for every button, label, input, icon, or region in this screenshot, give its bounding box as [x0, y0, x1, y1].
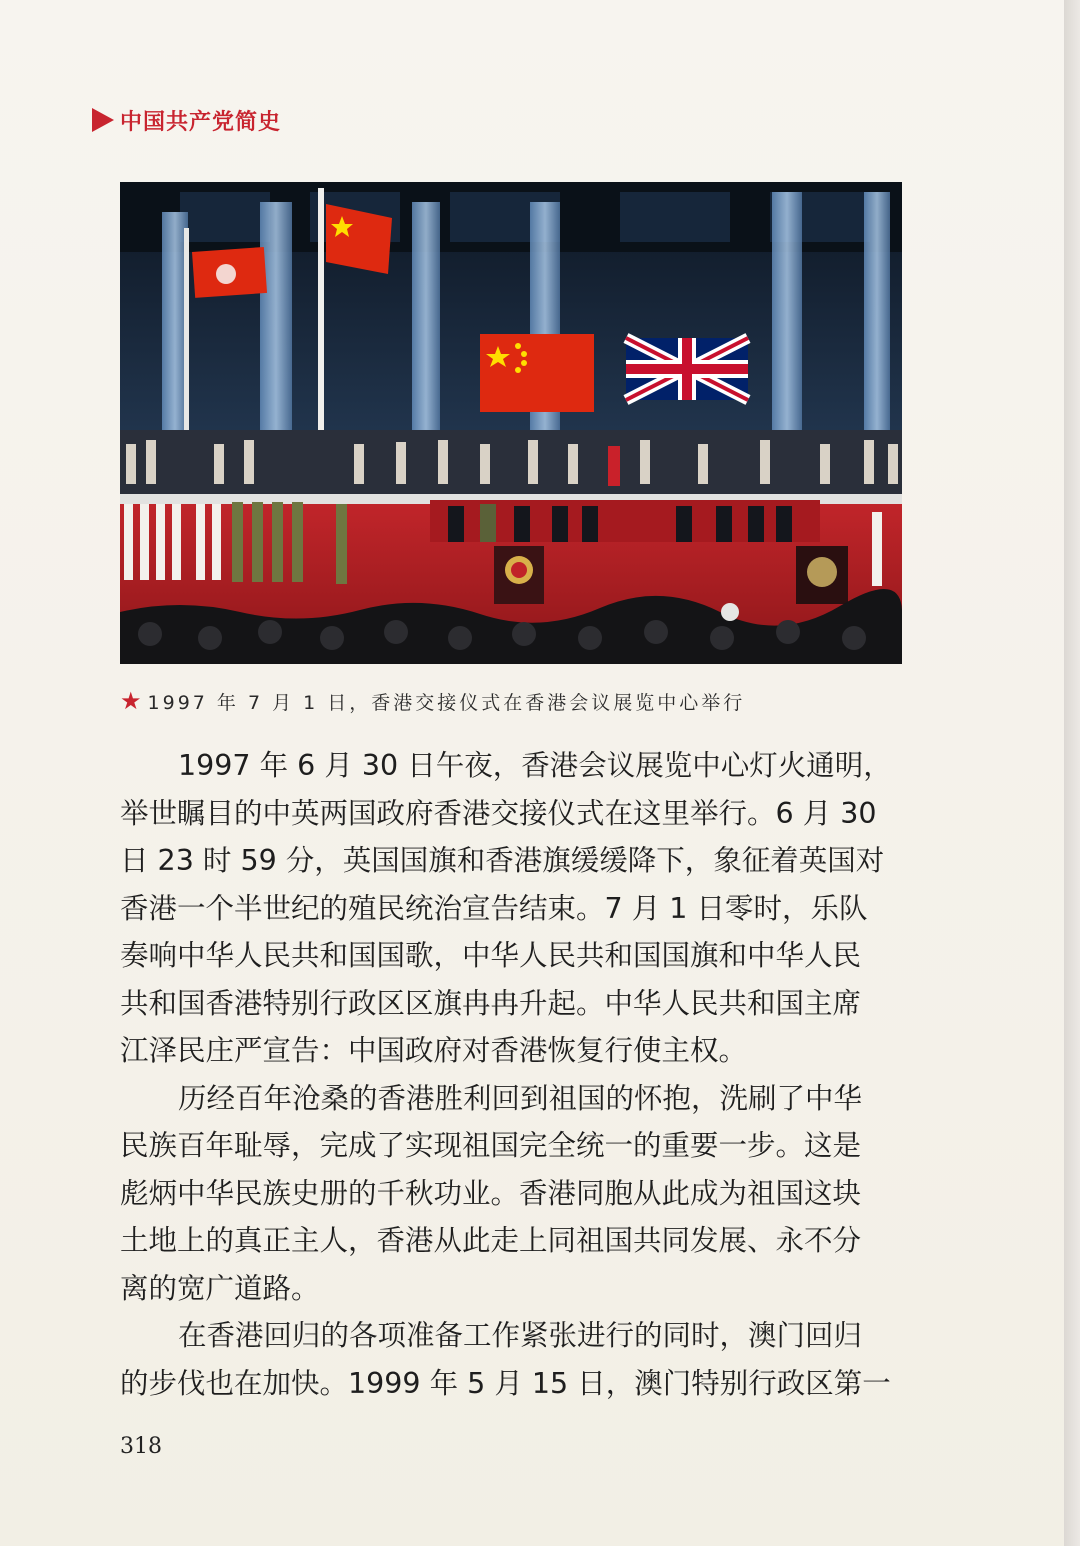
- photo-caption: [120, 686, 745, 716]
- page-number: 318: [120, 1434, 162, 1459]
- text-line: 在香港回归的各项准备工作紧张进行的同时，澳门回归: [178, 1319, 863, 1352]
- text-line: 奏响中华人民共和国国歌，中华人民共和国国旗和中华人民: [120, 939, 862, 972]
- paragraph-1: [120, 742, 910, 1075]
- page-gutter: [1064, 0, 1080, 1546]
- caption-text: 1997 年 7 月 1 日，香港交接仪式在香港会议展览中心举行: [147, 691, 746, 714]
- text-line: 江泽民庄严宣告：中国政府对香港恢复行使主权。: [120, 1034, 748, 1067]
- text-line: 历经百年沧桑的香港胜利回到祖国的怀抱，洗刷了中华: [178, 1081, 863, 1115]
- text-line: 举世瞩目的中英两国政府香港交接仪式在这里举行。6 月 30: [120, 796, 877, 830]
- triangle-marker-icon: [92, 108, 114, 132]
- text-line: 土地上的真正主人，香港从此走上同祖国共同发展、永不分: [120, 1224, 862, 1257]
- paragraph-2: [120, 1075, 910, 1313]
- paragraph-3: [120, 1312, 910, 1407]
- text-line: 彪炳中华民族史册的千秋功业。香港同胞从此成为祖国这块: [120, 1176, 862, 1210]
- text-line: 1997 年 6 月 30 日午夜，香港会议展览中心灯火通明，: [178, 749, 892, 782]
- running-header: [92, 104, 281, 136]
- text-line: 共和国香港特别行政区区旗冉冉升起。中华人民共和国主席: [120, 986, 862, 1020]
- text-line: 离的宽广道路。: [120, 1271, 320, 1305]
- text-line: 日 23 时 59 分，英国国旗和香港旗缓缓降下，象征着英国对: [120, 844, 885, 877]
- star-icon: ★: [120, 687, 142, 715]
- text-line: 的步伐也在加快。1999 年 5 月 15 日，澳门特别行政区第一: [120, 1366, 891, 1400]
- body-text: [120, 742, 910, 1407]
- book-title: 中国共产党简史: [120, 109, 282, 135]
- text-line: 香港一个半世纪的殖民统治宣告结束。7 月 1 日零时，乐队: [120, 891, 868, 925]
- text-line: 民族百年耻辱，完成了实现祖国完全统一的重要一步。这是: [120, 1129, 862, 1162]
- handover-ceremony-photo: [120, 182, 902, 664]
